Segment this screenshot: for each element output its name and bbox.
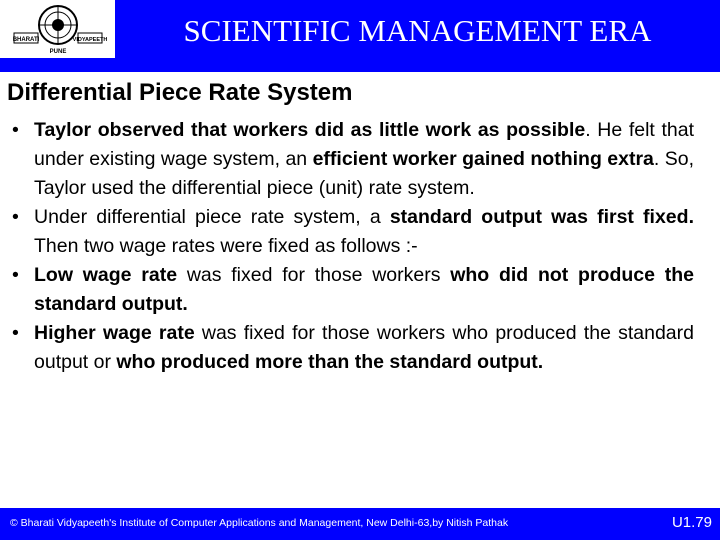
page-number: U1.79: [671, 514, 712, 531]
slide-title: SCIENTIFIC MANAGEMENT ERA: [183, 13, 652, 48]
bullet-text-bold: Taylor observed that workers did as little work as possible: [34, 119, 586, 141]
logo-emblem-icon: [12, 3, 108, 57]
footer-band: [0, 508, 720, 540]
bullet-dot-icon: •: [12, 206, 19, 228]
header-band: [115, 0, 720, 72]
bullet-dot-icon: •: [12, 264, 19, 286]
bullet-text-bold: who produced more than the standard output.: [116, 351, 544, 373]
bullet-text-bold: Low wage rate: [34, 264, 178, 286]
bullet-text-bold: who did not produce the standard output.: [34, 264, 694, 315]
bullet-dot-icon: •: [12, 322, 19, 344]
bullet-dot-icon: •: [12, 119, 19, 141]
bullet-text: was fixed for those workers: [177, 264, 451, 286]
footer-copyright: © Bharati Vidyapeeth's Institute of Computer Applications and Management, New Delhi-63,by Nitish Pathak: [10, 517, 509, 529]
bullet-item: [12, 261, 694, 319]
bullet-text: Under differential piece rate system, a: [34, 206, 390, 228]
slide-subtitle: Differential Piece Rate System: [7, 79, 353, 106]
bullet-text-bold: Higher wage rate: [34, 322, 195, 344]
logo-right-text: VIDYAPEETH: [72, 37, 108, 43]
bullet-text-bold: efficient worker gained nothing extra: [312, 148, 654, 170]
bullet-text-bold: standard output was first fixed.: [389, 206, 694, 228]
bullet-text: Then two wage rates were fixed as follows :-: [34, 235, 418, 257]
logo-left-text: BHARATI: [12, 37, 40, 43]
bullet-item: [12, 116, 694, 203]
bullet-text: was fixed for those workers who produced the standard output or: [34, 322, 694, 373]
bullet-item: [12, 319, 694, 377]
institute-logo: [0, 0, 115, 58]
logo-bottom-text: PUNE: [49, 49, 67, 55]
bullet-text: . So, Taylor used the differential piece (unit) rate system.: [34, 148, 695, 199]
bullet-item: [12, 203, 694, 261]
bullet-text: . He felt that under existing wage system, an: [34, 119, 694, 170]
bullet-list: [12, 116, 694, 377]
header-band-left: [0, 58, 115, 72]
